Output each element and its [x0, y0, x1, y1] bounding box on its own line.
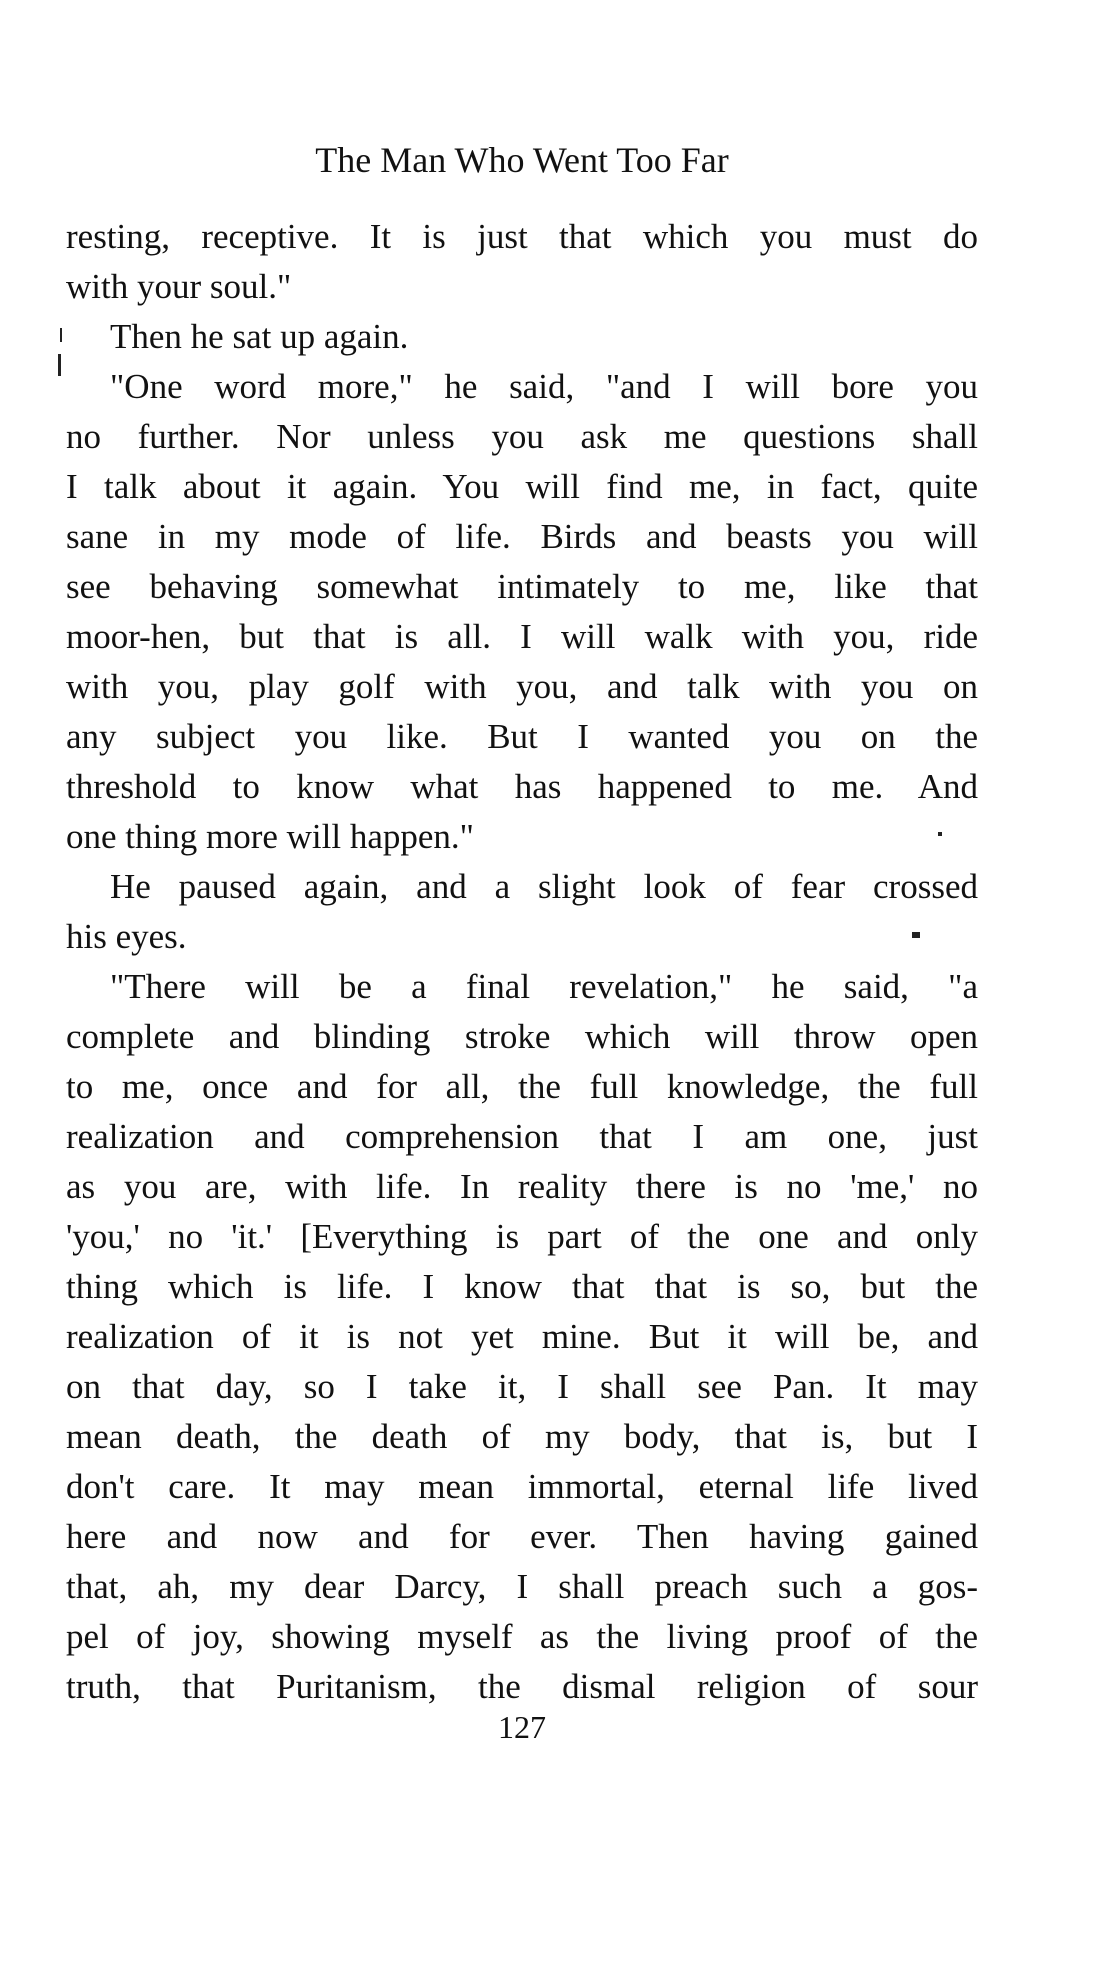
text-line: 'you,' no 'it.' [Everything is part of the one and only	[66, 1217, 978, 1256]
text-line: his eyes.	[66, 917, 187, 956]
text-line: mean death, the death of my body, that is, but I	[66, 1417, 978, 1456]
text-line: as you are, with life. In reality there is no 'me,' no	[66, 1167, 978, 1206]
text-line: see behaving somewhat intimately to me, like that	[66, 567, 978, 606]
text-line: here and now and for ever. Then having gained	[66, 1517, 978, 1556]
text-line: sane in my mode of life. Birds and beasts you will	[66, 517, 978, 556]
text-line: He paused again, and a slight look of fear crossed	[110, 867, 978, 906]
text-line: don't care. It may mean immortal, eternal life lived	[66, 1467, 978, 1506]
text-line: pel of joy, showing myself as the living proof of the	[66, 1617, 978, 1656]
text-line: moor-hen, but that is all. I will walk with you, ride	[66, 617, 978, 656]
text-line: realization of it is not yet mine. But it will be, and	[66, 1317, 978, 1356]
text-line: one thing more will happen."	[66, 817, 474, 856]
running-title: The Man Who Went Too Far	[315, 140, 729, 180]
text-line: with you, play golf with you, and talk with you on	[66, 667, 978, 706]
text-line: resting, receptive. It is just that which you must do	[66, 217, 978, 256]
text-line: any subject you like. But I wanted you on the	[66, 717, 978, 756]
scan-mark	[938, 832, 942, 836]
text-line: "One word more," he said, "and I will bore you	[110, 367, 978, 406]
text-line: thing which is life. I know that that is so, but the	[66, 1267, 978, 1306]
text-line: realization and comprehension that I am one, just	[66, 1117, 978, 1156]
body-text	[66, 212, 978, 1712]
text-line: truth, that Puritanism, the dismal religion of sour	[66, 1667, 978, 1706]
page-number: 127	[498, 1709, 546, 1745]
text-line: no further. Nor unless you ask me questions shall	[66, 417, 978, 456]
text-line: to me, once and for all, the full knowledge, the full	[66, 1067, 978, 1106]
scan-mark	[58, 354, 61, 376]
text-line: with your soul."	[66, 267, 292, 306]
text-line: threshold to know what has happened to me. And	[66, 767, 978, 806]
text-line: complete and blinding stroke which will throw open	[66, 1017, 978, 1056]
text-line: I talk about it again. You will find me, in fact, quite	[66, 467, 978, 506]
scan-mark	[60, 328, 62, 342]
text-line: on that day, so I take it, I shall see Pan. It may	[66, 1367, 978, 1406]
scan-mark	[912, 932, 920, 938]
text-line: Then he sat up again.	[110, 317, 409, 356]
text-line: that, ah, my dear Darcy, I shall preach such a gos-	[66, 1567, 978, 1606]
text-line: "There will be a final revelation," he said, "a	[110, 967, 978, 1006]
